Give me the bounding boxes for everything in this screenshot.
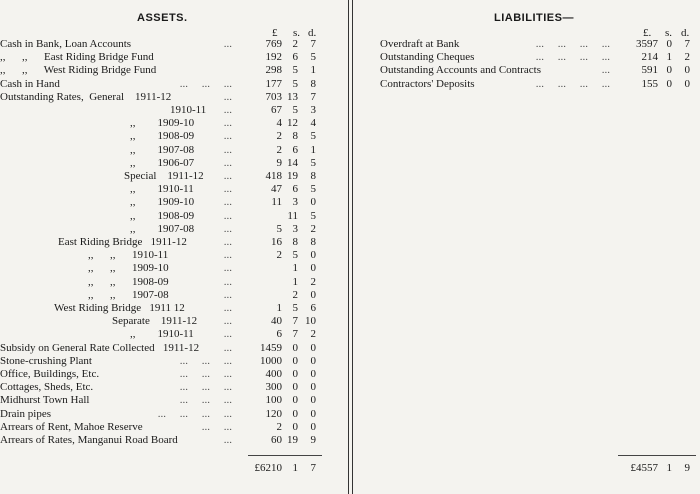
table-row <box>0 355 340 368</box>
pence-value: 2 <box>310 222 316 235</box>
shillings-value: 0 <box>292 420 298 433</box>
shillings-value: 0 <box>666 38 672 50</box>
row-leader: ... <box>223 183 232 196</box>
pounds-value: 192 <box>265 51 282 64</box>
shillings-value: 5 <box>292 302 298 314</box>
pence-value: 1 <box>310 64 316 77</box>
pence-value: 2 <box>684 51 690 64</box>
pence-value: 9 <box>310 434 316 446</box>
shillings-value: 3 <box>292 196 298 209</box>
row-label: ,, 1907-08 <box>130 222 195 235</box>
pence-header: d. <box>681 27 690 39</box>
assets-total-rule <box>248 455 322 456</box>
row-label: ,, 1910-11 <box>130 183 194 196</box>
row-leader: ... <box>223 275 232 288</box>
shillings-value: 11 <box>287 209 298 222</box>
row-label: Cottages, Sheds, Etc. <box>0 381 94 394</box>
table-row <box>0 64 700 77</box>
row-leader: ... <box>223 209 232 222</box>
pounds-value: 300 <box>265 381 282 394</box>
shillings-value: 0 <box>292 341 298 354</box>
shillings-value: 12 <box>287 117 298 130</box>
pence-value: 0 <box>310 288 316 301</box>
row-label: ,, 1909-10 <box>130 117 195 130</box>
pounds-header: £ <box>272 27 278 39</box>
pounds-value: 100 <box>265 394 282 407</box>
total-pounds: £6210 <box>254 462 282 474</box>
row-label: Overdraft at Bank <box>380 38 460 50</box>
table-row <box>0 210 340 223</box>
shillings-value: 7 <box>292 315 298 328</box>
pence-value: 0 <box>310 368 316 380</box>
shillings-value: 13 <box>287 90 298 103</box>
pounds-header: £. <box>643 27 652 39</box>
table-row <box>0 381 340 394</box>
shillings-value: 0 <box>666 77 672 90</box>
pounds-value: 67 <box>271 104 282 116</box>
row-label: ,, 1908-09 <box>130 130 195 143</box>
shillings-value: 14 <box>287 156 298 169</box>
shillings-header: s. <box>293 27 301 39</box>
row-leader: ... <box>223 156 232 169</box>
row-leader: ... <box>223 341 232 354</box>
pence-value: 6 <box>310 302 316 314</box>
pence-header: d. <box>308 27 317 39</box>
row-label: ,, ,, 1909-10 <box>88 262 169 275</box>
row-leader: ... <box>223 222 232 235</box>
shillings-value: 3 <box>292 222 298 235</box>
pounds-value: 11 <box>271 196 282 209</box>
table-row <box>0 38 700 51</box>
pence-value: 1 <box>310 143 316 156</box>
pounds-value: 2 <box>276 420 282 433</box>
pounds-value: 4 <box>276 117 282 130</box>
row-label: ,, 1909-10 <box>130 196 195 209</box>
row-label: ,, 1908-09 <box>130 209 195 222</box>
row-label: Drain pipes <box>0 407 52 420</box>
row-leader: ... <box>223 143 232 156</box>
table-row <box>0 289 340 302</box>
pounds-value: 591 <box>641 64 658 77</box>
pounds-value: 9 <box>276 156 282 169</box>
pence-value: 0 <box>310 249 316 262</box>
pounds-value: 769 <box>265 38 282 50</box>
pence-value: 7 <box>310 38 316 50</box>
pence-value: 8 <box>310 77 316 90</box>
row-leader: ... ... <box>201 420 232 433</box>
row-label: ,, 1906-07 <box>130 156 195 169</box>
row-label: Cash in Bank, Loan Accounts <box>0 38 132 50</box>
row-label: Contractors' Deposits <box>380 77 475 90</box>
shillings-value: 0 <box>292 407 298 420</box>
row-label: Subsidy on General Rate Collected 1911-12 <box>0 341 200 354</box>
table-row <box>0 144 340 157</box>
shillings-value: 6 <box>292 143 298 156</box>
shillings-header: s. <box>665 27 673 39</box>
table-row <box>0 328 340 341</box>
pounds-value: 418 <box>265 170 282 182</box>
total-pounds: £4557 <box>630 462 658 474</box>
table-row <box>0 262 340 275</box>
table-row <box>0 236 340 249</box>
pence-value: 0 <box>310 262 316 275</box>
pounds-value: 47 <box>271 183 282 196</box>
assets-heading: ASSETS. <box>137 12 188 24</box>
shillings-value: 6 <box>292 183 298 196</box>
pounds-value: 155 <box>641 77 658 90</box>
shillings-value: 0 <box>666 64 672 77</box>
row-leader: ... ... ... <box>179 77 232 90</box>
table-row <box>0 78 700 91</box>
pounds-value: 1000 <box>260 354 282 367</box>
pence-value: 2 <box>310 275 316 288</box>
pence-value: 5 <box>310 130 316 143</box>
row-label: Outstanding Cheques <box>380 51 475 64</box>
row-leader: ... <box>223 130 232 143</box>
pounds-value: 1459 <box>260 341 282 354</box>
row-leader: ... <box>223 38 232 50</box>
row-leader: ... ... ... <box>179 368 232 380</box>
pounds-value: 298 <box>265 64 282 77</box>
row-leader: ... <box>223 302 232 314</box>
table-row <box>0 183 340 196</box>
row-leader: ... <box>601 64 610 77</box>
pence-value: 8 <box>310 236 316 248</box>
row-leader: ... <box>223 315 232 328</box>
total-shillings: 1 <box>666 462 672 474</box>
pence-value: 10 <box>305 315 316 328</box>
row-leader: ... ... ... ... <box>157 407 232 420</box>
pounds-value: 2 <box>276 249 282 262</box>
pounds-value: 5 <box>276 222 282 235</box>
row-label: ,, 1907-08 <box>130 143 195 156</box>
row-leader: ... ... ... ... <box>535 77 610 90</box>
shillings-value: 19 <box>287 170 298 182</box>
table-row <box>0 276 340 289</box>
pence-value: 0 <box>684 77 690 90</box>
row-leader: ... ... ... ... <box>535 51 610 64</box>
table-row <box>0 342 340 355</box>
liabilities-heading: LIABILITIES— <box>494 12 574 24</box>
row-leader: ... <box>223 196 232 209</box>
shillings-value: 2 <box>292 38 298 50</box>
shillings-value: 5 <box>292 249 298 262</box>
pounds-value: 400 <box>265 368 282 380</box>
pounds-value: 6 <box>276 328 282 341</box>
shillings-value: 0 <box>292 368 298 380</box>
shillings-value: 1 <box>292 262 298 275</box>
pounds-value: 60 <box>271 434 282 446</box>
table-row <box>0 302 340 315</box>
pence-value: 3 <box>310 104 316 116</box>
liabilities-total-rule <box>618 455 696 456</box>
shillings-value: 5 <box>292 77 298 90</box>
row-label: Midhurst Town Hall <box>0 394 90 407</box>
pounds-value: 703 <box>265 90 282 103</box>
row-label: ,, ,, 1910-11 <box>88 249 169 262</box>
row-leader: ... ... ... ... <box>535 38 610 50</box>
row-leader: ... <box>223 236 232 248</box>
pounds-value: 1 <box>276 302 282 314</box>
pounds-value: 177 <box>265 77 282 90</box>
pounds-value: 120 <box>265 407 282 420</box>
table-row <box>0 249 340 262</box>
total-pence: 7 <box>310 462 316 474</box>
pence-value: 0 <box>684 64 690 77</box>
liabilities-total <box>0 462 700 476</box>
table-row <box>0 421 340 434</box>
table-row <box>0 91 340 104</box>
row-leader: ... <box>223 117 232 130</box>
row-label: Arrears of Rent, Mahoe Reserve <box>0 420 143 433</box>
pence-value: 0 <box>310 394 316 407</box>
row-label: 1910-11 <box>170 104 207 116</box>
shillings-value: 0 <box>292 354 298 367</box>
row-label: Outstanding Rates, General 1911-12 <box>0 90 172 103</box>
pounds-value: 2 <box>276 130 282 143</box>
row-leader: ... ... ... <box>179 394 232 407</box>
pounds-value: 2 <box>276 143 282 156</box>
pence-value: 7 <box>310 90 316 103</box>
pounds-value: 3597 <box>636 38 658 50</box>
pounds-value: 16 <box>271 236 282 248</box>
row-label: ,, ,, West Riding Bridge Fund <box>0 64 157 77</box>
row-label: Stone-crushing Plant <box>0 354 92 367</box>
row-leader: ... <box>223 434 232 446</box>
shillings-value: 19 <box>287 434 298 446</box>
pence-value: 4 <box>310 117 316 130</box>
table-row <box>0 51 700 64</box>
pence-value: 0 <box>310 354 316 367</box>
pence-value: 5 <box>310 156 316 169</box>
table-row <box>0 117 340 130</box>
row-label: Office, Buildings, Etc. <box>0 368 100 380</box>
row-leader: ... ... ... <box>179 381 232 394</box>
table-row <box>0 196 340 209</box>
pence-value: 0 <box>310 420 316 433</box>
pence-value: 0 <box>310 341 316 354</box>
row-leader: ... ... ... <box>179 354 232 367</box>
table-row <box>0 130 340 143</box>
row-label: West Riding Bridge 1911 12 <box>54 302 185 314</box>
pence-value: 5 <box>310 183 316 196</box>
row-leader: ... <box>223 249 232 262</box>
table-row <box>0 315 340 328</box>
shillings-value: 5 <box>292 104 298 116</box>
pence-value: 2 <box>310 328 316 341</box>
row-label: ,, ,, 1908-09 <box>88 275 169 288</box>
shillings-value: 1 <box>666 51 672 64</box>
table-row <box>0 104 340 117</box>
row-label: ,, 1910-11 <box>130 328 194 341</box>
pence-value: 7 <box>684 38 690 50</box>
table-row <box>0 157 340 170</box>
pence-value: 0 <box>310 196 316 209</box>
pence-value: 8 <box>310 170 316 182</box>
row-label: Separate 1911-12 <box>112 315 198 328</box>
shillings-value: 0 <box>292 394 298 407</box>
total-shillings: 1 <box>292 462 298 474</box>
row-label: ,, ,, 1907-08 <box>88 288 169 301</box>
shillings-value: 2 <box>292 288 298 301</box>
shillings-value: 7 <box>292 328 298 341</box>
shillings-value: 1 <box>292 275 298 288</box>
shillings-value: 5 <box>292 64 298 77</box>
row-label: ,, ,, East Riding Bridge Fund <box>0 51 154 64</box>
table-row <box>0 368 340 381</box>
pence-value: 5 <box>310 51 316 64</box>
total-pence: 9 <box>684 462 690 474</box>
row-label: East Riding Bridge 1911-12 <box>58 236 187 248</box>
row-leader: ... <box>223 170 232 182</box>
table-row <box>0 394 340 407</box>
row-label: Outstanding Accounts and Contracts <box>380 64 542 77</box>
row-label: Cash in Hand <box>0 77 60 90</box>
row-label: Arrears of Rates, Manganui Road Board <box>0 434 178 446</box>
shillings-value: 6 <box>292 51 298 64</box>
table-row <box>0 408 340 421</box>
row-leader: ... <box>223 104 232 116</box>
pence-value: 0 <box>310 407 316 420</box>
pounds-value: 214 <box>641 51 658 64</box>
shillings-value: 8 <box>292 130 298 143</box>
pence-value: 5 <box>310 209 316 222</box>
shillings-value: 0 <box>292 381 298 394</box>
pence-value: 0 <box>310 381 316 394</box>
table-row <box>0 223 340 236</box>
table-row <box>0 434 340 447</box>
row-leader: ... <box>223 288 232 301</box>
pounds-value: 40 <box>271 315 282 328</box>
row-leader: ... <box>223 90 232 103</box>
row-leader: ... <box>223 262 232 275</box>
row-leader: ... <box>223 328 232 341</box>
row-label: Special 1911-12 <box>124 170 204 182</box>
table-row <box>0 170 340 183</box>
shillings-value: 8 <box>292 236 298 248</box>
